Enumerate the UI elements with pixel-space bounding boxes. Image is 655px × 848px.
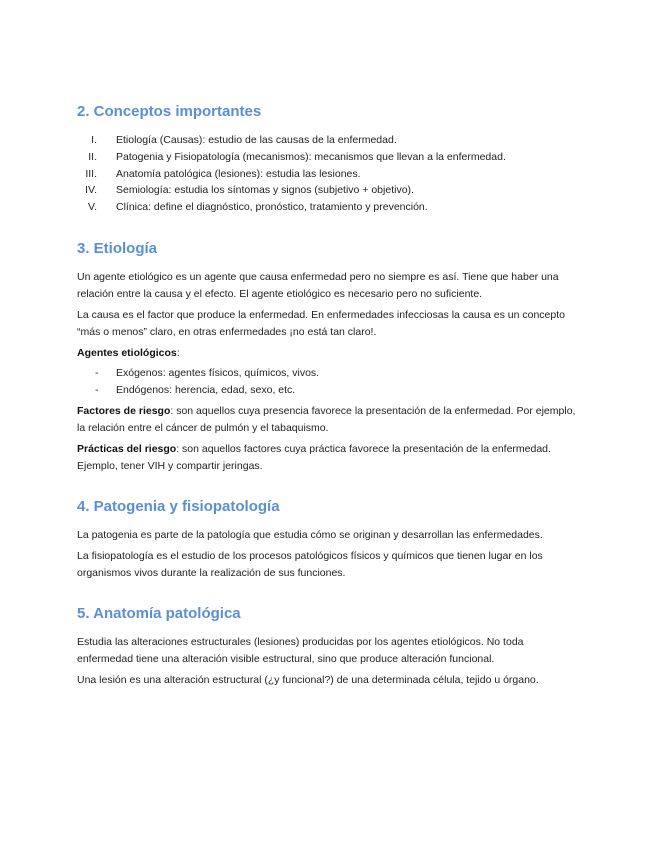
- list-item-text: Etiología (Causas): estudio de las causas de la enfermedad.: [116, 134, 397, 146]
- agentes-colon: :: [176, 346, 180, 359]
- section-2-heading: 2. Conceptos importantes: [77, 103, 262, 120]
- anatomia-paragraph-1: Estudia las alteraciones estructurales (lesiones) producidas por los agentes etiológicos. No toda enfermedad tiene una alteración visible estructural, sino que produce alteración funcional.: [77, 635, 524, 665]
- list-item: [77, 149, 577, 166]
- document-page: [77, 102, 577, 689]
- etiologia-paragraph-2: La causa es el factor que produce la enfermedad. En enfermedades infecciosas la causa es un concepto “más o menos” claro, en otras enfermedades ¡no está tan claro!.: [77, 308, 565, 338]
- practicas-label: Prácticas del riesgo: [77, 442, 177, 455]
- list-item: [77, 132, 577, 149]
- factores-label: Factores de riesgo: [77, 404, 171, 417]
- list-item-text: Patogenia y Fisiopatología (mecanismos): mecanismos que llevan a la enfermedad.: [116, 150, 506, 163]
- factores-text: : son aquellos cuya presencia favorece la presentación de la enfermedad. Por ejemplo, la relación entre el cáncer de pulmón y el tabaquismo.: [77, 404, 576, 434]
- dash-marker: -: [95, 366, 99, 379]
- list-number: IV.: [85, 184, 97, 197]
- list-item: [77, 182, 577, 199]
- factores-riesgo-paragraph: [77, 403, 577, 437]
- agentes-list: [77, 365, 577, 399]
- list-item: [77, 199, 577, 216]
- list-number: II.: [88, 150, 97, 163]
- list-item: [77, 365, 577, 382]
- section-5-heading: 5. Anatomía patológica: [77, 604, 241, 622]
- list-item: [77, 166, 577, 183]
- practicas-text: : son aquellos factores cuya práctica favorece la presentación de la enfermedad. Ejemplo, tener VIH y compartir jeringas.: [77, 442, 551, 472]
- dash-marker: -: [95, 383, 99, 396]
- list-number: V.: [88, 201, 97, 214]
- list-item-text: Clínica: define el diagnóstico, pronóstico, tratamiento y prevención.: [116, 201, 428, 214]
- list-item-text: Endógenos: herencia, edad, sexo, etc.: [116, 383, 296, 396]
- list-number: III.: [85, 167, 97, 180]
- etiologia-paragraph-1: Un agente etiológico es un agente que causa enfermedad pero no siempre es así. Tiene que haber una relación entre la causa y el efecto. El agente etiológico es necesario pero no suficiente.: [77, 270, 559, 300]
- section-4-heading: 4. Patogenia y fisiopatología: [77, 497, 280, 515]
- agentes-label: Agentes etiológicos: [77, 346, 177, 359]
- practicas-riesgo-paragraph: [77, 441, 577, 475]
- concepts-list: [77, 132, 577, 216]
- list-item-text: Anatomía patológica (lesiones): estudia las lesiones.: [116, 167, 361, 180]
- section-3-heading: 3. Etiología: [77, 239, 158, 257]
- list-item-text: Semiología: estudia los síntomas y signos (subjetivo + objetivo).: [116, 184, 414, 197]
- anatomia-paragraph-2: Una lesión es una alteración estructural (¿y funcional?) de una determinada célula, tejido u órgano.: [77, 673, 539, 686]
- fisiopatologia-paragraph: La fisiopatología es el estudio de los procesos patológicos físicos y químicos que tienen lugar en los organismos vivos durante la realización de sus funciones.: [77, 549, 543, 579]
- list-item-text: Exógenos: agentes físicos, químicos, vivos.: [116, 366, 320, 379]
- agentes-heading: [77, 345, 577, 362]
- list-item: [77, 382, 577, 399]
- list-number: I.: [91, 134, 97, 146]
- patogenia-paragraph: La patogenia es parte de la patología que estudia cómo se originan y desarrollan las enfermedades.: [77, 528, 543, 541]
